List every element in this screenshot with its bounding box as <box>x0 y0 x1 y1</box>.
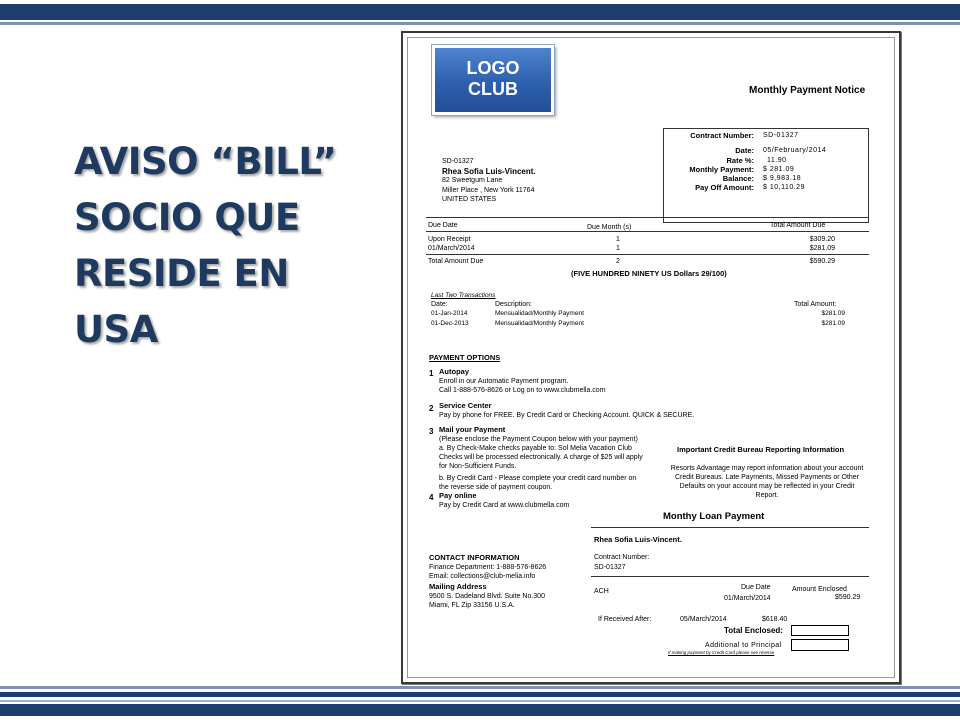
transactions-header-amount: Total Amount: <box>794 301 837 308</box>
total-due-amount: $590.29 <box>809 258 835 265</box>
top-band-thin <box>0 22 960 25</box>
credit-card-note: If making payment by Credit Card please see reverse <box>668 650 775 655</box>
divider <box>426 254 869 255</box>
contract-number-label: Contract Number: <box>690 131 754 140</box>
late-date: 05/March/2014 <box>680 616 727 623</box>
mailing-address-block: SD-01327 Rhea Sofia Luis-Vincent. 82 Sweetgum Lane Miller Place , New York 11764 UNITED STATES <box>442 158 536 203</box>
coupon-method: ACH <box>594 588 609 595</box>
transaction-date: 01-Dec-2013 <box>431 320 469 327</box>
payoff-value: $ 10,110.29 <box>763 184 805 191</box>
credit-info-title: Important Credit Bureau Reporting Information <box>677 445 845 454</box>
option-line: Call 1-888-576-8626 or Log on to www.clubmella.com <box>439 387 606 394</box>
bottom-band-thin <box>0 700 960 702</box>
option-line: a. By Check-Make checks payable to: Sol Melia Vacation Club <box>439 445 632 452</box>
additional-principal-label: Additional to Principal <box>705 642 782 649</box>
late-label: If Received After: <box>598 616 652 623</box>
option-line: for Non-Sufficient Funds. <box>439 463 517 470</box>
option-autopay-title: Autopay <box>439 367 469 376</box>
coupon-contract-label: Contract Number: <box>594 554 650 561</box>
divider <box>426 231 869 232</box>
payoff-label: Pay Off Amount: <box>695 183 754 192</box>
rate-label: Rate %: <box>726 156 754 165</box>
bottom-band <box>0 704 960 716</box>
option-line: b. By Credit Card - Please complete your credit card number on <box>439 475 637 482</box>
option-service-center-title: Service Center <box>439 401 492 410</box>
transactions-heading: Last Two Transactions <box>431 292 496 299</box>
notice-title: Monthly Payment Notice <box>749 85 866 96</box>
balance-value: $ 9,983.18 <box>763 175 802 182</box>
option-mail-title: Mail your Payment <box>439 425 506 434</box>
bottom-band <box>0 692 960 697</box>
slide-title: AVISO “BILL” SOCIO QUE RESIDE EN USA <box>74 140 337 351</box>
transactions-header-date: Date: <box>431 301 448 308</box>
mailing-line: 9500 S. Dadeland Blvd. Suite No.300 <box>429 593 545 600</box>
total-due-label: Total Amount Due <box>428 258 484 265</box>
due-header-total: Total Amount Due <box>770 222 826 229</box>
due-row-months: 1 <box>616 236 620 243</box>
club-logo: LOGO CLUB <box>432 45 554 115</box>
option-line: Pay by phone for FREE. By Credit Card or Checking Account. QUICK & SECURE. <box>439 412 695 419</box>
contact-heading: CONTACT INFORMATION <box>429 553 520 562</box>
monthly-payment-label: Monthly Payment: <box>689 165 754 174</box>
total-enclosed-field[interactable] <box>791 625 849 636</box>
option-line: (Please enclose the Payment Coupon below with your payment) <box>439 436 638 443</box>
coupon-title: Monthy Loan Payment <box>663 511 765 522</box>
option-number: 2 <box>429 404 434 413</box>
transaction-description: Mensualidad/Monthly Payment <box>495 310 584 317</box>
payment-notice-document <box>401 31 901 684</box>
mailing-heading: Mailing Address <box>429 582 487 591</box>
coupon-due-date: 01/March/2014 <box>724 595 771 602</box>
amount-in-words: (FIVE HUNDRED NINETY US Dollars 29/100) <box>571 269 727 278</box>
coupon-amount-label: Amount Enclosed <box>792 586 847 593</box>
coupon-name: Rhea Sofia Luis-Vincent. <box>594 535 682 544</box>
rate-value: 11.90 <box>767 157 787 164</box>
due-header-date: Due Date <box>428 222 458 229</box>
total-due-months: 2 <box>616 258 620 265</box>
additional-principal-field[interactable] <box>791 639 849 651</box>
due-row-date: Upon Receipt <box>428 236 471 243</box>
contract-summary-box <box>663 128 869 223</box>
date-value: 05/February/2014 <box>763 147 827 154</box>
transaction-date: 01-Jan-2014 <box>431 310 468 317</box>
late-amount: $618.40 <box>762 616 788 623</box>
option-number: 4 <box>429 493 434 502</box>
due-row-amount: $281.09 <box>809 245 835 252</box>
due-row-date: 01/March/2014 <box>428 245 475 252</box>
option-number: 3 <box>429 427 434 436</box>
option-line: Enroll in our Automatic Payment program. <box>439 378 569 385</box>
due-row-amount: $309.20 <box>809 236 835 243</box>
option-line: the reverse side of payment coupon. <box>439 484 553 491</box>
balance-label: Balance: <box>722 174 754 183</box>
transaction-amount: $281.09 <box>821 310 845 317</box>
option-line: Pay by Credit Card at www.clubmella.com <box>439 502 570 509</box>
mailing-line: Miami, FL Zip 33156 U.S.A. <box>429 602 515 609</box>
contract-number-value: SD-01327 <box>763 132 799 139</box>
monthly-payment-value: $ 281.09 <box>763 166 795 173</box>
option-line: Checks will be processed electronically. A charge of $25 will apply <box>439 454 643 461</box>
contact-email: Email: collections@club-melia.info <box>429 573 536 580</box>
due-header-months: Due Month (s) <box>587 224 632 231</box>
option-number: 1 <box>429 369 434 378</box>
total-enclosed-label: Total Enclosed: <box>724 626 783 635</box>
coupon-contract-number: SD-01327 <box>594 564 626 571</box>
coupon-due-date-label: Due Date <box>741 584 771 591</box>
top-band <box>0 4 960 20</box>
divider <box>426 217 869 218</box>
credit-info-text: Resorts Advantage may report information about your account Credit Bureaus. Late Payments, Missed Payments or Other Defaults on your account may be reflected in your Credit Report. <box>670 465 864 499</box>
option-pay-online-title: Pay online <box>439 491 477 500</box>
coupon-divider <box>591 576 869 577</box>
coupon-divider <box>591 527 869 528</box>
transactions-header-description: Description: <box>495 301 532 308</box>
payment-options-heading: PAYMENT OPTIONS <box>429 353 501 362</box>
date-label: Date: <box>735 146 754 155</box>
due-row-months: 1 <box>616 245 620 252</box>
contact-phone: Finance Department: 1-888-576-8626 <box>429 564 547 571</box>
transaction-description: Mensualidad/Monthly Payment <box>495 320 584 327</box>
bottom-band-thin <box>0 686 960 689</box>
transaction-amount: $281.09 <box>821 320 845 327</box>
coupon-amount: $590.29 <box>835 594 861 601</box>
